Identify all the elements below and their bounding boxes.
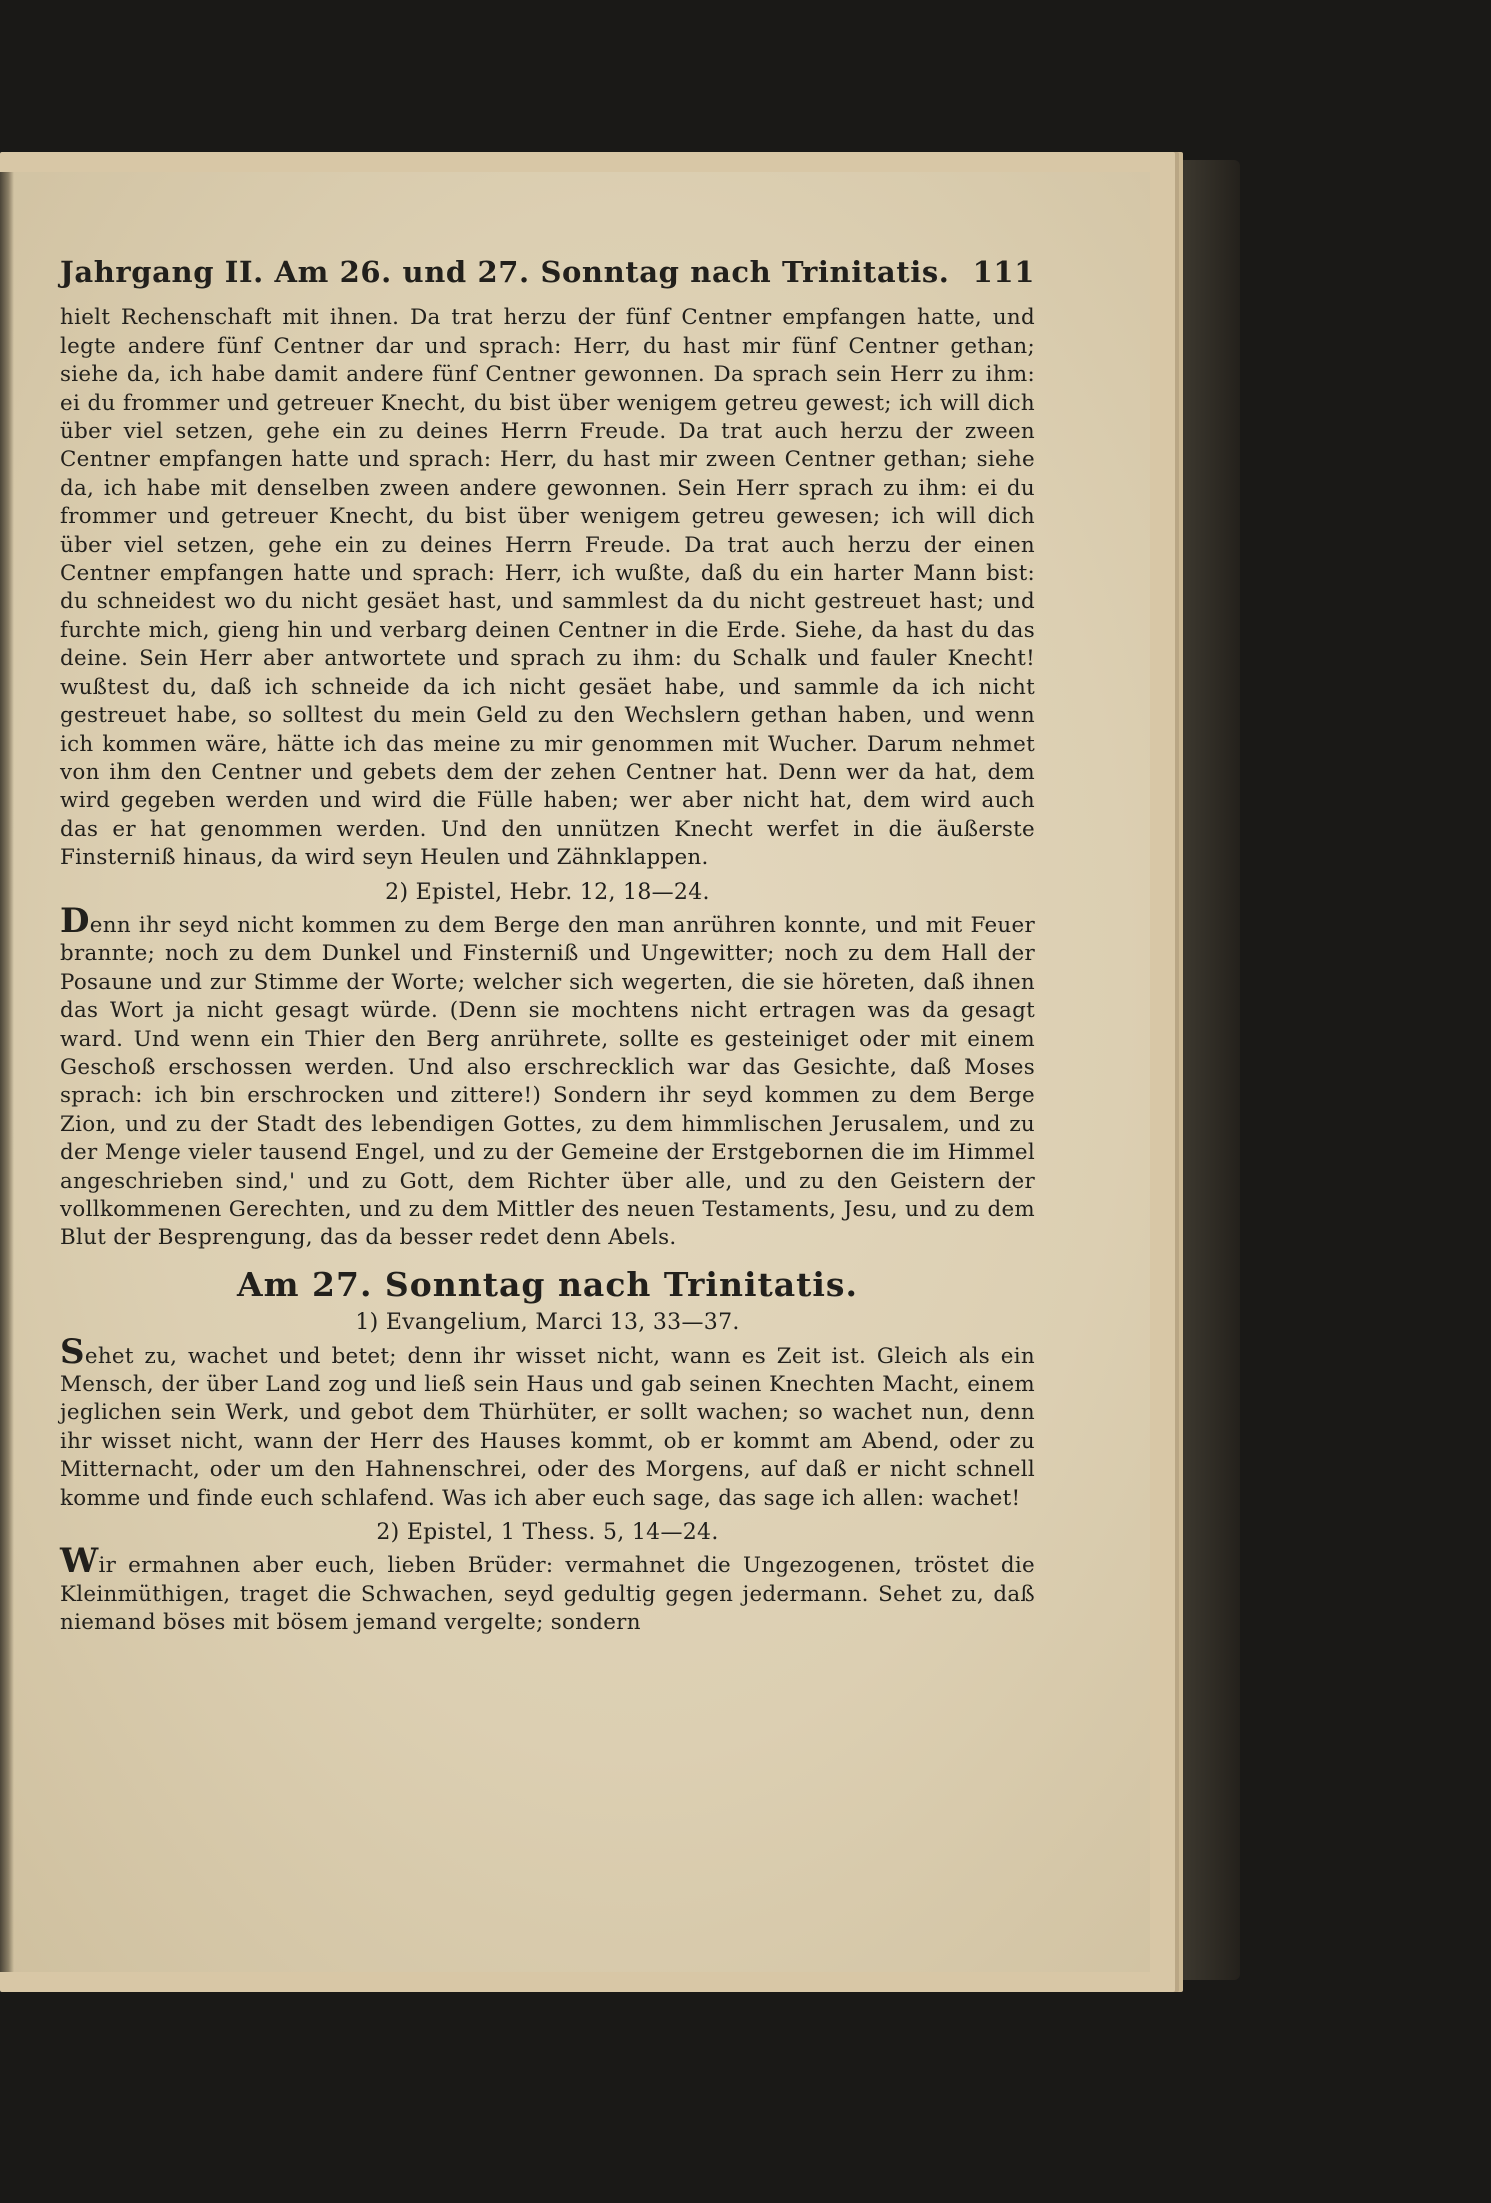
epistle-body: ir ermahnen aber euch, lieben Brüder: vermahnet die Ungezogenen, tröstet die Kleinmüthigen, traget die Schwachen, seyd gedultig gegen jedermann. Sehet zu, daß niemand böses mit bösem jemand vergelte; sondern xyxy=(60,1553,1035,1636)
gospel-text-continued: hielt Rechenschaft mit ihnen. Da trat herzu der fünf Centner empfangen hatte, und legte andere fünf Centner dar und sprach: Herr, du hast mir fünf Centner gethan; siehe da, ich habe damit andere fünf Centner gewonnen. Da sprach sein Herr zu ihm: ei du frommer und getreuer Knecht, du bist über wenigem getreu gewest; ich will dich über viel setzen, gehe ein zu deines Herrn Freude. Da trat auch herzu der zween Centner empfangen hatte und sprach: Herr, du hast mir zween Centner gethan; siehe da, ich habe mit denselben zween andere gewonnen. Sein Herr sprach zu ihm: ei du frommer und getreuer Knecht, du bist über wenigem getreu gewesen; ich will dich über viel setzen, gehe ein zu deines Herrn Freude. Da trat auch herzu der einen Centner empfangen hatte und sprach: Herr, ich wußte, daß du ein harter Mann bist: du schneidest wo du nicht gesäet hast, und sammlest da du nicht gestreuet hast; und furchte mich, gieng hin und verbarg deinen Centner in die Erde. Siehe, da hast du das deine. Sein Herr aber antwortete und sprach zu ihm: du Schalk und fauler Knecht! wußtest du, daß ich schneide da ich nicht gesäet habe, und sammle da ich nicht gestreuet habe, so solltest du mein Geld zu den Wechslern gethan haben, und wenn ich kommen wäre, hätte ich das meine zu mir genommen mit Wucher. Darum nehmet von ihm den Centner und gebets dem der zehen Centner hat. Denn wer da hat, dem wird gegeben werden und wird die Fülle haben; wer aber nicht hat, dem wird auch das er hat genommen werden. Und den unnützen Knecht werfet in die äußerste Finsterniß hinaus, da wird seyn Heulen und Zähnklappen. xyxy=(60,305,1035,871)
gospel-citation-mark: 1) Evangelium, Marci 13, 33—37. xyxy=(355,1310,740,1336)
running-header xyxy=(60,255,1035,289)
running-title: Jahrgang II. Am 26. und 27. Sonntag nach Trinitatis. xyxy=(60,255,950,289)
initial-letter: W xyxy=(60,1541,99,1582)
initial-letter: D xyxy=(60,900,90,941)
epistle-citation-hebrews: 2) Epistel, Hebr. 12, 18—24. xyxy=(385,879,710,905)
epistle-text-thessalonians xyxy=(60,1541,1035,1637)
page-gutter-shadow xyxy=(0,172,14,1972)
epistle-citation-thessalonians: 2) Epistel, 1 Thess. 5, 14—24. xyxy=(376,1520,719,1546)
page-text-block xyxy=(60,255,1035,1638)
initial-letter: S xyxy=(60,1331,85,1372)
gospel-text-mark xyxy=(60,1331,1035,1513)
gospel-body: ehet zu, wachet und betet; denn ihr wisset nicht, wann es Zeit ist. Gleich als ein Mensch, der über Land zog und ließ sein Haus und gab seinen Knechten Macht, einem jeglichen sein Werk, und gebot dem Thürhüter, er sollt wachen; so wachet nun, denn ihr wisset nicht, wann der Herr des Hauses kommt, ob er kommt am Abend, oder zu Mitternacht, oder um den Hahnenschrei, oder des Morgens, auf daß er nicht schnell komme und finde euch schlafend. Was ich aber euch sage, das sage ich allen: wachet! xyxy=(60,1343,1035,1511)
epistle-text-hebrews xyxy=(60,900,1035,1253)
page-number: 111 xyxy=(972,255,1035,289)
epistle-body: enn ihr seyd nicht kommen zu dem Berge den man anrühren konnte, und mit Feuer brannte; noch zu dem Dunkel und Finsterniß und Ungewitter; noch zu dem Hall der Posaune und zur Stimme der Worte; welcher sich wegerten, die sie höreten, daß ihnen das Wort ja nicht gesagt würde. (Denn sie mochtens nicht ertragen was da gesagt ward. Und wenn ein Thier den Berg anrührete, sollte es gesteiniget oder mit einem Geschoß erschossen werden. Und also erschrecklich war das Gesichte, daß Moses sprach: ich bin erschrocken und zittere!) Sondern ihr seyd kommen zu dem Berge Zion, und zu der Stadt des lebendigen Gottes, zu dem himmlischen Jerusalem, und zu der Menge vieler tausend Engel, und zu der Gemeine der Erstgebornen die im Himmel angeschrieben sind,' und zu Gott, dem Richter über alle, und zu den Geistern der vollkommenen Gerechten, und zu dem Mittler des neuen Testaments, Jesu, und zu dem Blut der Besprengung, das da besser redet denn Abels. xyxy=(60,912,1035,1251)
section-title: Am 27. Sonntag nach Trinitatis. xyxy=(237,1264,858,1304)
